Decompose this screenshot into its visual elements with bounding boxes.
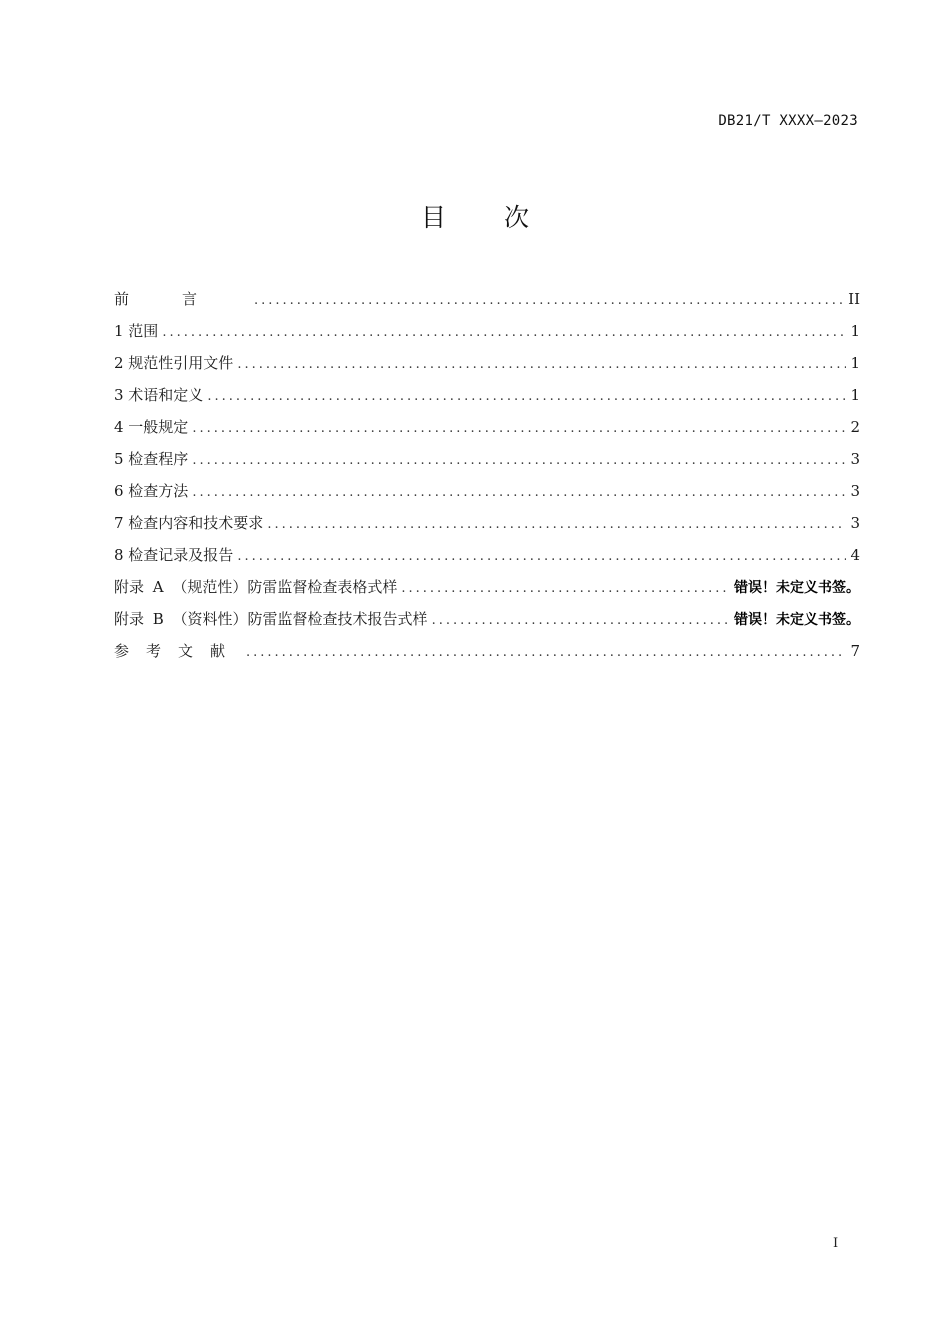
toc-leader-dots [192, 480, 846, 506]
toc-entry-label[interactable]: 参考文献 [114, 642, 243, 660]
toc-leader-dots [401, 576, 730, 602]
toc-entry-preface[interactable] [114, 286, 860, 318]
toc-entry-appendix-a[interactable] [114, 574, 860, 606]
toc-leader-dots [192, 448, 846, 474]
toc-entry-page[interactable]: 2 [850, 418, 860, 436]
toc-title: 目次 [420, 203, 587, 232]
toc-entry-page[interactable]: 1 [850, 322, 860, 340]
toc-list [114, 286, 860, 670]
toc-entry-label[interactable]: 前言 [114, 290, 251, 308]
toc-leader-dots [267, 512, 846, 538]
toc-entry-label[interactable]: 1 范围 [114, 322, 159, 340]
toc-entry-page[interactable]: 4 [850, 546, 860, 564]
toc-entry-normative-references[interactable] [114, 350, 860, 382]
toc-entry-bibliography[interactable] [114, 638, 860, 670]
toc-leader-dots [246, 640, 846, 666]
toc-entry-terms[interactable] [114, 382, 860, 414]
toc-entry-inspection-content[interactable] [114, 510, 860, 542]
toc-leader-dots [237, 352, 846, 378]
toc-entry-label[interactable]: 6 检查方法 [114, 482, 189, 500]
toc-leader-dots [207, 384, 846, 410]
document-code: DB21/T XXXX—2023 [718, 113, 858, 129]
toc-entry-page[interactable]: 7 [850, 642, 860, 660]
toc-entry-page[interactable]: 3 [850, 514, 860, 532]
toc-entry-page-error[interactable]: 错误！未定义书签。 [734, 612, 860, 628]
toc-entry-page-error[interactable]: 错误！未定义书签。 [734, 580, 860, 596]
page-number: I [833, 1236, 839, 1251]
toc-leader-dots [254, 288, 844, 314]
toc-leader-dots [192, 416, 846, 442]
toc-entry-label[interactable]: 5 检查程序 [114, 450, 189, 468]
toc-leader-dots [432, 608, 730, 634]
toc-entry-page[interactable]: 1 [850, 386, 860, 404]
toc-entry-label[interactable]: 附录 A （规范性）防雷监督检查表格式样 [114, 578, 398, 596]
toc-entry-page[interactable]: 1 [850, 354, 860, 372]
toc-entry-page[interactable]: 3 [850, 482, 860, 500]
toc-entry-label[interactable]: 7 检查内容和技术要求 [114, 514, 264, 532]
toc-entry-appendix-b[interactable] [114, 606, 860, 638]
toc-entry-inspection-methods[interactable] [114, 478, 860, 510]
toc-entry-label[interactable]: 8 检查记录及报告 [114, 546, 234, 564]
toc-entry-general-provisions[interactable] [114, 414, 860, 446]
toc-leader-dots [162, 320, 846, 346]
toc-entry-scope[interactable] [114, 318, 860, 350]
toc-entry-label[interactable]: 附录 B （资料性）防雷监督检查技术报告式样 [114, 610, 428, 628]
toc-entry-records-report[interactable] [114, 542, 860, 574]
toc-entry-label[interactable]: 2 规范性引用文件 [114, 354, 234, 372]
toc-entry-label[interactable]: 4 一般规定 [114, 418, 189, 436]
toc-entry-label[interactable]: 3 术语和定义 [114, 386, 204, 404]
toc-leader-dots [237, 544, 846, 570]
toc-entry-page[interactable]: 3 [850, 450, 860, 468]
toc-entry-inspection-procedure[interactable] [114, 446, 860, 478]
toc-entry-page[interactable]: II [848, 290, 860, 308]
